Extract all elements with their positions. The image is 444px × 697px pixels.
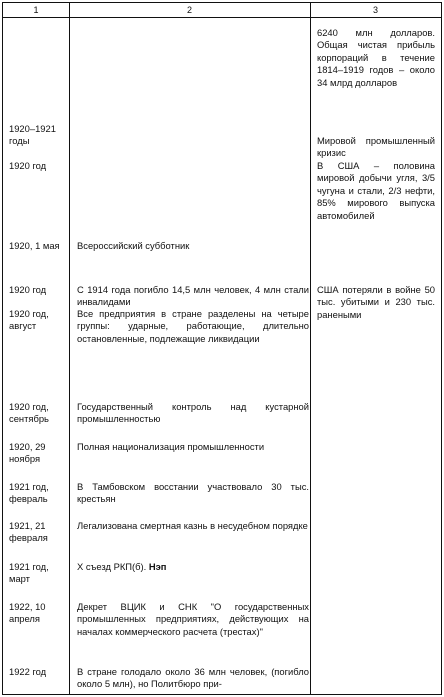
table-cell-world: В США – половина мировой добычи угля, 3/5 чугуна и стали, 2/3 нефти, 85% мирового выпуска автомобилей — [317, 160, 435, 221]
table-cell-date: 1920 год, август — [9, 308, 49, 332]
table-cell-world: США потеряли в войне 50 тыс. убитыми и 230 тыс. ранеными — [317, 284, 435, 320]
event-text-bold: Нэп — [148, 561, 167, 572]
table-cell-event: Легализована смертная казнь в несудебном порядке — [77, 520, 308, 531]
table-cell-world: 6240 млн долларов. Общая чистая прибыль корпораций в течение 1814–1919 годов – около 34 млрд долларов — [317, 27, 435, 88]
table-cell-event: Все предприятия в стране разделены на четыре группы: ударные, работающие, длительно остановленные, подлежащие ликвидации — [77, 308, 309, 344]
table-cell-date: 1921, 21 февраля — [9, 520, 48, 544]
table-cell-date: 1920, 29 ноября — [9, 441, 46, 465]
column-divider-1 — [69, 3, 70, 694]
table-cell-date: 1920 год — [9, 284, 47, 295]
table-cell-event: Полная национализация промышленности — [77, 441, 265, 452]
table-cell-event: Декрет ВЦИК и СНК "О государственных промышленных предприятиях, действующих на началах коммерческого расчета (трестах)" — [77, 601, 309, 637]
table-cell-event: Государственный контроль над кустарной промышленностью — [77, 401, 309, 425]
table-cell-date: 1922 год — [9, 666, 47, 677]
table-cell-date: 1920–1921 годы — [9, 123, 56, 147]
table-cell-date: 1921 год, февраль — [9, 481, 49, 505]
event-text: X съезд РКП(б). — [77, 561, 149, 572]
table-cell-date: 1921 год, март — [9, 561, 49, 585]
table-cell-world: Мировой промышленный кризис — [317, 135, 435, 159]
table-cell-date: 1920 год — [9, 160, 47, 171]
table-cell-date: 1920, 1 мая — [9, 240, 60, 251]
header-col-1: 1 — [33, 5, 39, 15]
table-cell-event — [77, 561, 309, 573]
table-cell-event: Всероссийский субботник — [77, 240, 190, 251]
table-cell-event: В Тамбовском восстании участвовало 30 тыс. крестьян — [77, 481, 309, 505]
table-cell-event: С 1914 года погибло 14,5 млн человек, 4 млн стали инвалидами — [77, 284, 309, 308]
header-col-3: 3 — [372, 5, 378, 15]
table-cell-date: 1920 год, сентябрь — [9, 401, 49, 425]
chronology-table — [2, 2, 442, 695]
column-divider-2 — [310, 3, 311, 694]
table-cell-event: В стране голодало около 36 млн человек, (погибло около 5 млн), но Политбюро при- — [77, 666, 309, 690]
table-cell-date: 1922, 10 апреля — [9, 601, 46, 625]
header-col-2: 2 — [186, 5, 192, 15]
